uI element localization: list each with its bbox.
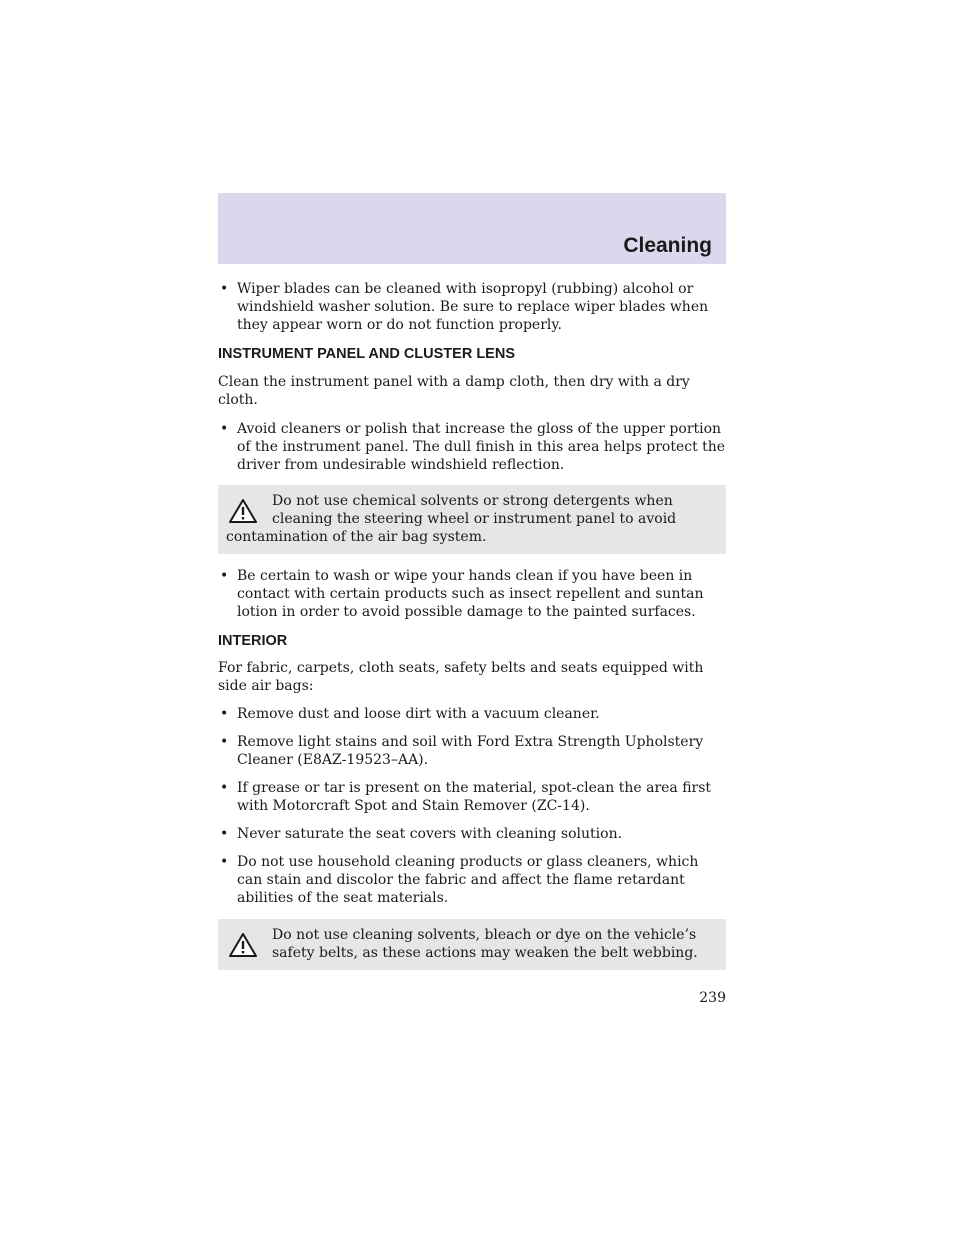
- bullet-dot: •: [220, 780, 229, 796]
- bullet-dot: •: [220, 281, 229, 297]
- bullet-dot: •: [220, 421, 229, 437]
- paragraph: For fabric, carpets, cloth seats, safety belts and seats equipped with side air bags:: [218, 660, 704, 694]
- bullet-item: [218, 733, 726, 769]
- warning-text: Do not use chemical solvents or strong detergents when cleaning the steering wheel or instrument panel to avoid contamination of the air bag system.: [226, 493, 677, 545]
- bullet-item: [218, 280, 726, 334]
- bullet-dot: •: [220, 826, 229, 842]
- section-title: Cleaning: [623, 234, 712, 257]
- bullet-dot: •: [220, 854, 229, 870]
- bullet-text: Avoid cleaners or polish that increase the gloss of the upper portion of the instrument panel. The dull finish in this area helps protect the driver from undesirable windshield reflection.: [237, 421, 726, 473]
- bullet-text: Wiper blades can be cleaned with isopropyl (rubbing) alcohol or windshield washer solution. Be sure to replace wiper blades when they appear worn or do not function properly.: [237, 281, 709, 333]
- bullet-item: [218, 825, 726, 843]
- paragraph: Clean the instrument panel with a damp cloth, then dry with a dry cloth.: [218, 374, 690, 408]
- bullet-item: [218, 853, 726, 907]
- section-header: [218, 193, 726, 264]
- section-heading: INTERIOR: [218, 633, 288, 649]
- warning-box: [218, 919, 726, 970]
- warning-triangle-icon: [228, 498, 258, 524]
- warning-triangle-icon: [228, 932, 258, 958]
- bullet-text: Never saturate the seat covers with cleaning solution.: [237, 826, 623, 842]
- warning-text: Do not use cleaning solvents, bleach or dye on the vehicle’s safety belts, as these actions may weaken the belt webbing.: [272, 927, 698, 961]
- bullet-item: [218, 567, 726, 621]
- bullet-text: Do not use household cleaning products or glass cleaners, which can stain and discolor the fabric and affect the flame retardant abilities of the seat materials.: [237, 854, 699, 906]
- bullet-text: Remove light stains and soil with Ford Extra Strength Upholstery Cleaner (E8AZ-19523–AA).: [237, 734, 704, 768]
- page-number: 239: [699, 990, 726, 1006]
- bullet-item: [218, 779, 726, 815]
- section-heading: INSTRUMENT PANEL AND CLUSTER LENS: [218, 346, 515, 362]
- bullet-dot: •: [220, 706, 229, 722]
- page-content: [218, 280, 726, 970]
- bullet-text: Remove dust and loose dirt with a vacuum cleaner.: [237, 706, 600, 722]
- bullet-dot: •: [220, 568, 229, 584]
- bullet-dot: •: [220, 734, 229, 750]
- bullet-item: [218, 420, 726, 474]
- bullet-text: If grease or tar is present on the material, spot-clean the area first with Motorcraft Spot and Stain Remover (ZC-14).: [237, 780, 712, 814]
- bullet-item: [218, 705, 726, 723]
- warning-box: [218, 485, 726, 554]
- bullet-text: Be certain to wash or wipe your hands clean if you have been in contact with certain products such as insect repellent and suntan lotion in order to avoid possible damage to the painted surfaces.: [237, 568, 704, 620]
